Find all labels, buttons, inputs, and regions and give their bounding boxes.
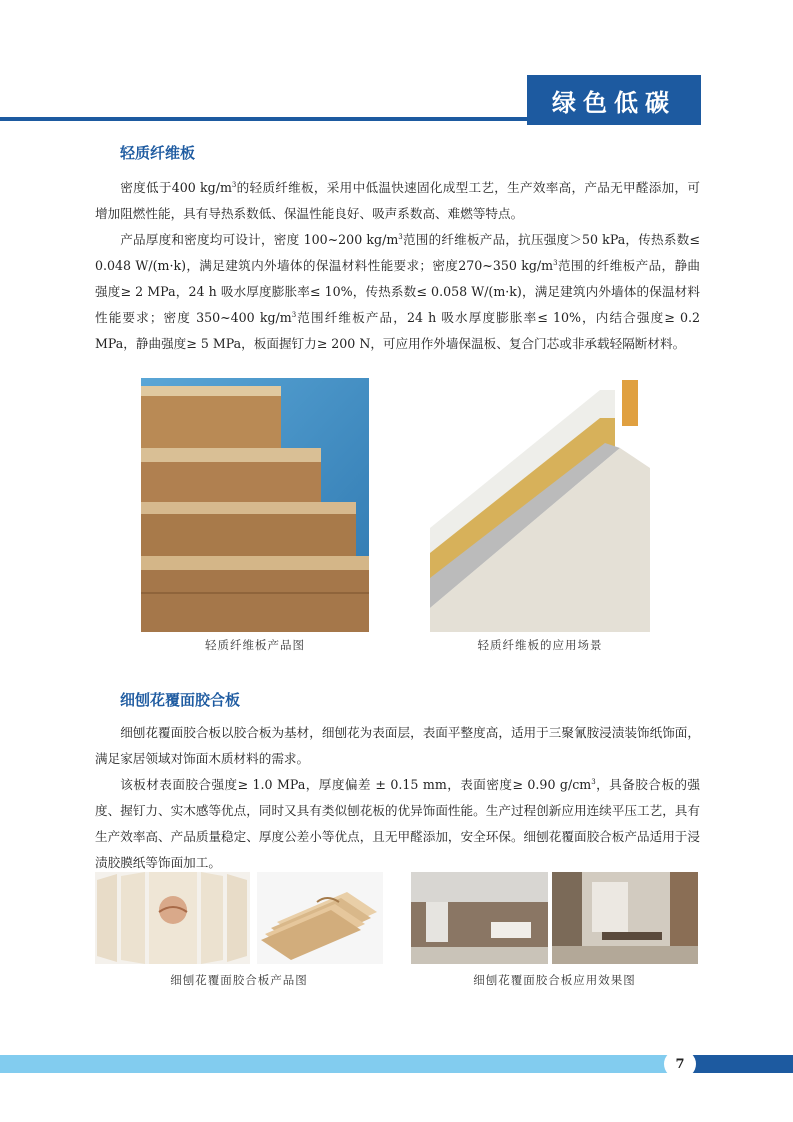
text: 范围的纤维板产品，抗压强度＞50 kPa，传热系数≤ 0.048 W/(m·k)，满足建筑内外墙体的保温材料性能要求；密度270~350 kg/m — [95, 232, 700, 273]
text: 密度低于400 kg/m — [120, 180, 232, 195]
superscript: 3 — [291, 310, 297, 319]
caption-plywood-application: 细刨花覆面胶合板应用效果图 — [473, 973, 636, 987]
interior-scene-image-1 — [411, 872, 548, 964]
paragraph — [95, 175, 700, 227]
plywood-panels-image — [95, 872, 250, 964]
paragraph — [95, 772, 700, 876]
footer-accent — [680, 1055, 793, 1073]
interior-scene-image-2 — [552, 872, 698, 964]
caption-plywood-product: 细刨花覆面胶合板产品图 — [170, 973, 308, 987]
caption-fiberboard-product: 轻质纤维板产品图 — [205, 638, 305, 652]
plywood-stack-illustration — [257, 872, 383, 964]
page-number: 7 — [664, 1050, 696, 1078]
paragraph: 细刨花覆面胶合板以胶合板为基材，细刨花为表面层，表面平整度高，适用于三聚氰胺浸渍装饰纸饰面，满足家居领域对饰面木质材料的需求。 — [95, 725, 700, 766]
wall-section-illustration — [430, 378, 650, 632]
superscript: 3 — [591, 777, 596, 786]
text: 范围纤维板产品，24 h 吸水厚度膨胀率≤ 10%，内结合强度≥ 0.2 MPa，静曲强度≥ 5 MPa，板面握钉力≥ 200 N，可应用作外墙保温板、复合门芯或非承载轻隔断材料。 — [95, 310, 700, 351]
header-banner — [527, 75, 701, 125]
section-title-plywood: 细刨花覆面胶合板 — [120, 691, 241, 709]
superscript: 3 — [553, 258, 558, 267]
fiberboard-stack-illustration — [141, 378, 369, 632]
fiberboard-product-image — [141, 378, 369, 632]
caption-fiberboard-application: 轻质纤维板的应用场景 — [477, 638, 603, 652]
superscript: 3 — [231, 180, 237, 189]
text: ，具备胶合板的强度、握钉力、实木感等优点，同时又具有类似刨花板的优异饰面性能。生产过程创新应用连续平压工艺，具有生产效率高、产品质量稳定、厚度公差小等优点，且无甲醛添加，安全环保。细刨花覆面胶合板产品适用于浸渍胶膜纸等饰面加工。 — [95, 777, 700, 870]
plywood-stack-image — [257, 872, 383, 964]
section-title-fiberboard: 轻质纤维板 — [120, 144, 196, 162]
superscript: 3 — [398, 232, 403, 241]
interior-illustration-1 — [411, 872, 548, 964]
plywood-panels-illustration — [95, 872, 250, 964]
interior-illustration-2 — [552, 872, 698, 964]
header-title: 绿色低碳 — [552, 88, 676, 117]
fiberboard-application-image — [430, 378, 650, 632]
text: 产品厚度和密度均可设计，密度 100~200 kg/m — [120, 232, 399, 247]
header-rule — [0, 117, 535, 121]
paragraph — [95, 227, 700, 357]
text: 范围的纤维板产品，静曲强度≥ 2 MPa，24 h 吸水厚度膨胀率≤ 10%，传热系数≤ 0.058 W/(m·k)，满足建筑内外墙体的保温材料性能要求；密度 350~400 kg/m — [95, 258, 701, 325]
text: 该板材表面胶合强度≥ 1.0 MPa，厚度偏差 ± 0.15 mm，表面密度≥ 0.90 g/cm — [120, 777, 592, 792]
text: 的轻质纤维板，采用中低温快速固化成型工艺，生产效率高，产品无甲醛添加，可增加阻燃性能，具有导热系数低、保温性能良好、吸声系数高、难燃等特点。 — [95, 180, 700, 221]
